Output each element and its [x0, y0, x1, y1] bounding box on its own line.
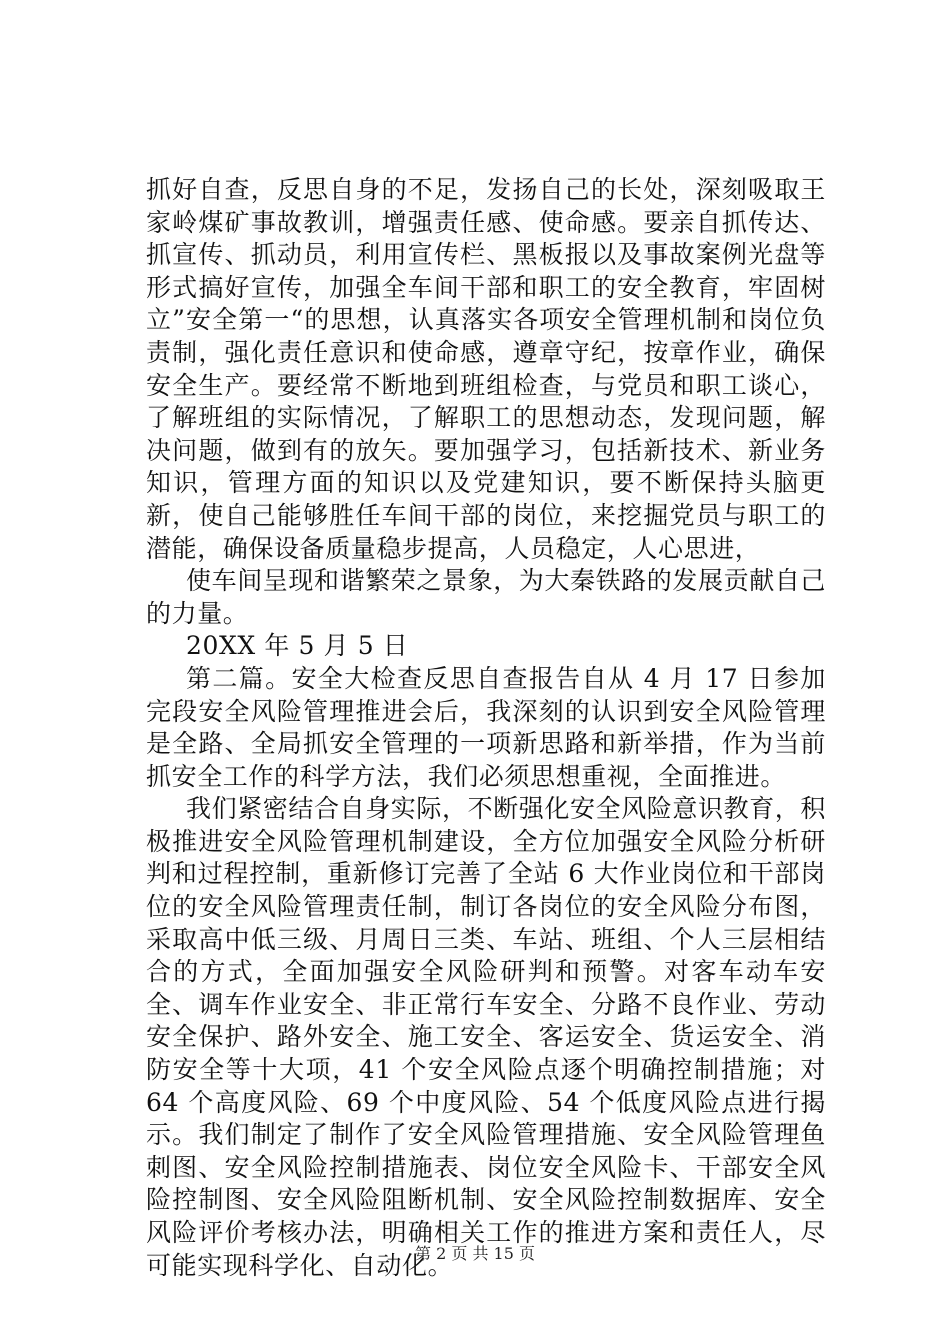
paragraph-risk-management: 我们紧密结合自身实际，不断强化安全风险意识教育，积极推进安全风险管理机制建设，全方位加强安全风险分析研判和过程控制，重新修订完善了全站 6 大作业岗位和干部岗位的安全风险管理责任制，制订各岗位的安全风险分布图，采取高中低三级、月周日三类、车站、班组、个人三层相结合的方式，全面加强安全风险研判和预警。对客车动车安全、调车作业安全、非正常行车安全、分路不良作业、劳动安全保护、路外安全、施工安全、客运安全、货运安全、消防安全等十大项，41 个安全风险点逐个明确控制措施；对 64 个高度风险、69 个中度风险、54 个低度风险点进行揭示。我们制定了制作了安全风险管理措施、安全风险管理鱼刺图、安全风险控制措施表、岗位安全风险卡、干部安全风险控制图、安全风险阻断机制、安全风险控制数据库、安全风险评价考核办法，明确相关工作的推进方案和责任人，尽可能实现科学化、自动化。 — [146, 794, 827, 1280]
paragraph-self-reflection: 抓好自查，反思自身的不足，发扬自己的长处，深刻吸取王家岭煤矿事故教训，增强责任感、使命感。要亲自抓传达、抓宣传、抓动员，利用宣传栏、黑板报以及事故案例光盘等形式搞好宣传，加强全车间干部和职工的安全教育，牢固树立”安全第一“的思想，认真落实各项安全管理机制和岗位负责制，强化责任意识和使命感，遵章守纪，按章作业，确保安全生产。要经常不断地到班组检查，与党员和职工谈心，了解班组的实际情况，了解职工的思想动态，发现问题，解决问题，做到有的放矢。要加强学习，包括新技术、新业务知识，管理方面的知识以及党建知识，要不断保持头脑更新，使自己能够胜任车间干部的岗位，来挖掘党员与职工的潜能，确保设备质量稳步提高，人员稳定，人心思进， — [146, 175, 826, 563]
paragraph-second-article: 第二篇。安全大检查反思自查报告自从 4 月 17 日参加完段安全风险管理推进会后，我深刻的认识到安全风险管理是全路、全局抓安全管理的一项新思路和新举措，作为当前抓安全工作的科学方法，我们必须思想重视，全面推进。 — [146, 663, 826, 791]
paragraph-date: 20XX 年 5 月 5 日 — [186, 631, 409, 661]
page-number-footer: 第 2 页 共 15 页 — [415, 1244, 535, 1263]
paragraph-harmony: 使车间呈现和谐繁荣之景象，为大秦铁路的发展贡献自己的力量。 — [146, 566, 827, 628]
document-body — [146, 174, 826, 1282]
